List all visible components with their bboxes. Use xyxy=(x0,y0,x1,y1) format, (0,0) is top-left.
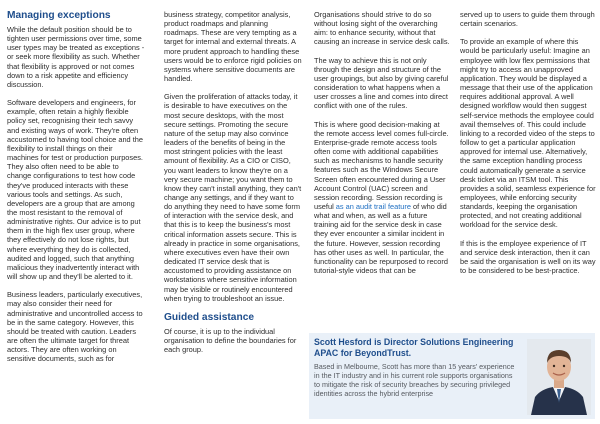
paragraph-text: This is where good decision-making at the remote access level comes full-circle. Enterprise-grade remote access tools often come with additional capabilities such as mechanisms to handle security features such as the Windows Secure Screen often encountered during a User Account Control (UAC) screen and session recording. Session recording is useful xyxy=(314,119,449,211)
paragraph: While the default position should be to tighten user permissions over time, some user types may be treated as exceptions - or seek more flexibility as such. Whether that flexibility is approved or not comes down to a risk appetite and efficiency discussion. xyxy=(7,25,145,89)
author-bio-box xyxy=(309,333,595,419)
paragraph: Software developers and engineers, for example, often retain a highly flexible policy set, recognising their tech savvy and existing ways of work. They're often accustomed to having tool choice and the flexibility to install things on their machines for test or production purposes. They also often need to be able to change configurations to test how code they've produced interacts with these various tools and settings. As such, developers are a group that are among the most resistant to the removal of administrative rights. Our advice is to put them in the high flex user group, where they effectively do not lose rights, but where everything they do is collected, audited and logged, such that anything malicious they inadvertently interact with will show up and they'll be alerted to it. xyxy=(7,98,143,282)
paragraph: Given the proliferation of attacks today, it is desirable to have executives on the most secure desktops, with the most secure settings. Promoting the secure nature of the setup may also convince leaders of the benefits of being in the most stringent policies with the least amount of flexibility. As a CIO or CISO, you want leaders to know they're on a very secure machine; you want them to know they can't install anything, they can't change any settings, and if they want to do anything they need to have some form of interaction with the service desk, and that this is to keep the business's most critical information assets secure. This is already in practice in some organisations, where executives even have their own dedicated IT service desk that is accustomed to providing assistance on workstations where sensitive information may be visible or routinely encountered when trying to troubleshoot an issue. xyxy=(164,92,302,303)
paragraph: served up to users to guide them through certain scenarios. xyxy=(460,10,595,29)
paragraph: To provide an example of where this would be particularly useful: Imagine an employee with low flex permissions that might try to access an unapproved application. They would be displayed a message that their use of the application requires additional approval. A well designed workflow would then suggest self-service methods the employee could avail themselves of. This could include linking to a recorded video of the steps to follow to get a particular application approved for internal use. Alternatively, the same exception handling process could automatically generate a service desk ticket via an ITSM tool. This provides a solid, seamless experience for employees, while enforcing security standards, keeping the organisation protected, and not creating additional workload for the service desk. xyxy=(460,37,596,230)
paragraph: Business leaders, particularly executives, may also consider their need for administrative and uncontrolled access to be in the same category. However, this should be treated with caution. Leaders are often the ultimate target for threat actors. They are often working on sensitive documents, such as for xyxy=(7,290,143,364)
paragraph: If this is the employee experience of IT and service desk interaction, then it can be said the organisation is well on its way to be considered to be best-practice. xyxy=(460,238,596,276)
author-portrait-icon xyxy=(527,339,591,415)
paragraph: The way to achieve this is not only through the design and structure of the user groupings, but also by giving careful consideration to what happens when a user crosses a line and comes into direct conflict with one of the rules. xyxy=(314,55,449,111)
column-1 xyxy=(7,10,145,372)
paragraph: Organisations should strive to do so without losing sight of the overarching aim: to enhance security, without that causing an increase in service desk calls. xyxy=(314,10,450,47)
paragraph-text: of who did what and when, as well as a future training aid for the service desk in case they ever encounter a similar incident in the future. However, session recording has other uses as well. In particular, the functionality can be repurposed to record tutorial-style videos that can be xyxy=(314,201,448,276)
paragraph: business strategy, competitor analysis, product roadmaps and planning roadmaps. These are very tempting as a target for internal and external threats. A more prudent approach to handling these users would be to enforce rigid policies on systems where sensitive documents are handled. xyxy=(164,10,302,84)
paragraph xyxy=(314,120,452,276)
paragraph: Of course, it is up to the individual organisation to define the boundaries for each group. xyxy=(164,326,297,355)
section-heading-guided-assistance: Guided assistance xyxy=(164,311,255,323)
audit-trail-link[interactable]: as an audit trail feature xyxy=(335,201,411,211)
author-name: Scott Hesford is Director Solutions Engineering APAC for BeyondTrust. xyxy=(314,337,514,358)
column-2 xyxy=(164,10,302,363)
column-4 xyxy=(460,10,598,284)
author-description: Based in Melbourne, Scott has more than 15 years' experience in the IT industry and in his current role supports organisations to mitigate the risk of security breaches by securing privileged identities across the hybrid enterprise xyxy=(314,362,515,398)
section-heading-managing-exceptions: Managing exceptions xyxy=(7,10,111,21)
column-3 xyxy=(314,10,452,284)
author-photo xyxy=(527,339,591,415)
